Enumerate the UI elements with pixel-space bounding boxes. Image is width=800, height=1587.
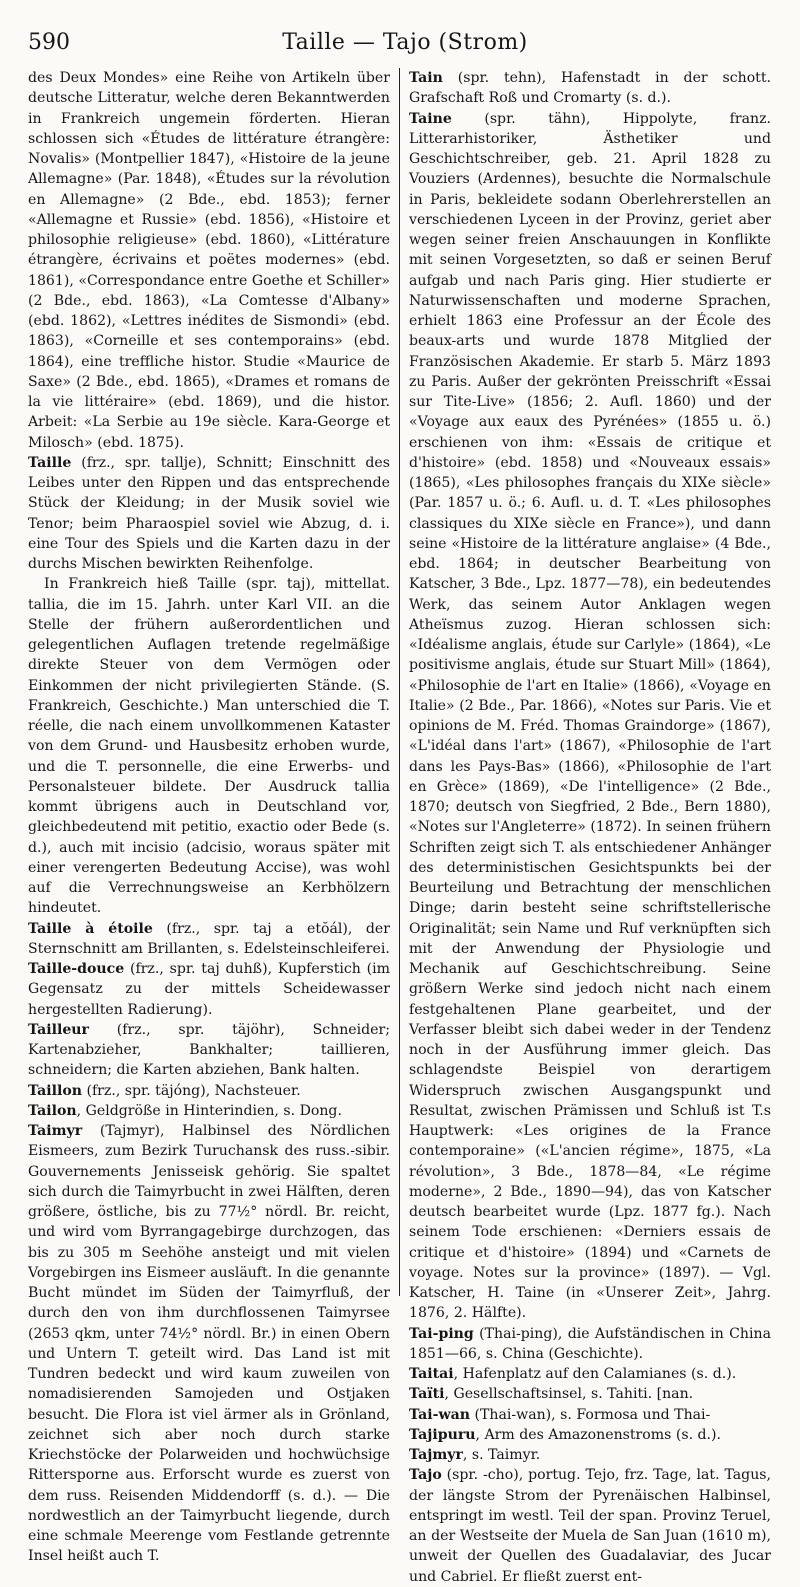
entry-headword: Tailon xyxy=(28,1102,77,1119)
dictionary-entry xyxy=(28,1121,390,1567)
entry-headword: Tajo xyxy=(409,1467,442,1484)
left-column xyxy=(28,68,390,1565)
entry-headword: Taillon xyxy=(28,1082,82,1099)
dictionary-entry xyxy=(28,574,390,918)
entry-headword: Tain xyxy=(409,70,443,86)
entry-headword: Taille-douce xyxy=(28,961,125,977)
entry-text: (spr. tähn), Hippolyte, franz. Litterarhistoriker, Ästhetiker und Geschichtschreiber, geb. 21. April 1828 zu Vouziers (Ardennes), besuchte die Normalschule in Paris, bekleidete sodann Oberlehrerstellen an verschiedenen Lyceen in der Provinz, geriet aber wegen seiner freien Anschauungen in Konflikte mit seinen Vorgesetzten, so daß er seinen Beruf aufgab und nach Paris ging. Hier studierte er Naturwissenschaften und moderne Sprachen, erhielt 1863 eine Professur an der École des beaux-arts und wurde 1878 Mitglied der Französischen Akademie. Er starb 5. März 1893 zu Paris. Außer der gekrönten Preisschrift «Essai sur Tite-Live» (1856; 2. Aufl. 1860) und der «Voyage aux eaux des Pyrénées» (1855 u. ö.) erschienen von ihm: «Essais de critique et d'histoire» (ebd. 1858) und «Nouveaux essais» (1865), «Les philosophes français du XIXe siècle» (Par. 1857 u. ö.; 6. Aufl. u. d. T. «Les philosophes classiques du XIXe siècle en France»), und dann seine «Histoire de la littérature anglaise» (4 Bde., ebd. 1864; in deutscher Bearbeitung von Katscher, 3 Bde., Lpz. 1877—78), ein bedeutendes Werk, das seinem Autor Anklagen wegen Atheïsmus zuzog. Hieran schlossen sich: «Idéalisme anglais, étude sur Carlyle» (1864), «Le positivisme anglais, étude sur Stuart Mill» (1864), «Philosophie de l'art en Italie» (1866), «Voyage en Italie» (2 Bde., Par. 1866), «Notes sur Paris. Vie et opinions de M. Fréd. Thomas Graindorge» (1867), «L'idéal dans l'art» (1867), «Philosophie de l'art dans les Pays-Bas» (1866), «Philosophie de l'art en Grèce» (1869), «De l'intelligence» (2 Bde., 1870; deutsch von Siegfried, 2 Bde., Bern 1880), «Notes sur l'Angleterre» (1872). In seinen frühern Schriften zeigt sich T. als entschiedener Anhänger des deterministischen Gesichtspunkts bei der Beurteilung und Betrachtung der menschlichen Dinge; darin besteht seine schriftstellerische Originalität; sein Name und Ruf verknüpften sich mit der Anwendung der Physiologie und Mechanik auf Geschichtschreibung. Seine größern Werke sind jedoch nicht nach einem festgehaltenen Plane gearbeitet, und der Verfasser bleibt sich dabei weder in der Tendenz noch in der Ausführung immer gleich. Das schlagendste Beispiel von derartigem Widerspruch zwischen Ausgangspunkt und Resultat, zwischen Prämissen und Schluß ist T.s Hauptwerk: «Les origines de la France contemporaine» («L'ancien régime», 1875, «La révolution», 3 Bde., 1878—84, «Le régime moderne», 2 Bde., 1890—94), das von Katscher deutsch bearbeitet wurde (Lpz. 1877 fg.). Nach seinem Tode erschienen: «Derniers essais de critique et d'histoire» (1894) und «Carnets de voyage. Notes sur la province» (1897). — Vgl. Katscher, H. Taine (in «Unserer Zeit», Jahrg. 1876, 2. Hälfte). xyxy=(409,110,771,1322)
dictionary-entry xyxy=(28,919,390,960)
entry-text: (Thai-ping), die Aufständischen in China 1851—66, s. China (Geschichte). xyxy=(409,1325,771,1362)
entry-headword: Tajmyr xyxy=(409,1447,463,1463)
dictionary-entry xyxy=(409,1324,771,1365)
dictionary-entry xyxy=(28,68,390,453)
dictionary-entry xyxy=(28,1081,390,1101)
running-title: Taille — Tajo (Strom) xyxy=(282,30,528,55)
entry-text: (spr. -cho), portug. Tejo, frz. Tage, lat. Tagus, der längste Strom der Pyrenäischen Halbinsel, entspringt im westl. Teil der span. Provinz Teruel, an der Westseite der Muela de San Juan (1610 m), unweit der Quellen des Guadalaviar, des Jucar und Cabriel. Er fließt zuerst ent- xyxy=(409,1467,771,1585)
entry-headword: Tailleur xyxy=(28,1021,89,1038)
entry-headword: Tai-wan xyxy=(409,1406,470,1423)
dictionary-entry xyxy=(28,1101,390,1121)
running-head xyxy=(28,28,772,58)
entry-text: (frz., spr. täjöhr), Schneider; Kartenabzieher, Bankhalter; taillieren, schneidern; die Karten abziehen, Bank halten. xyxy=(28,1021,390,1079)
right-column xyxy=(409,68,771,1585)
dictionary-entry xyxy=(28,453,390,575)
two-column-body xyxy=(28,68,772,1585)
entry-headword: Taitai xyxy=(409,1366,454,1382)
entry-headword: Tajipuru xyxy=(409,1426,476,1443)
entry-headword: Taimyr xyxy=(28,1123,83,1139)
entry-text: (frz., spr. taj duhß), Kupferstich (im Gegensatz zu der mittels Scheidewasser hergestellten Radierung). xyxy=(28,961,390,1018)
entry-text: , Hafenplatz auf den Calamianes (s. d.). xyxy=(453,1366,737,1382)
entry-text: , Geldgröße in Hinterindien, s. Dong. xyxy=(76,1102,342,1119)
dictionary-entry xyxy=(409,1405,771,1425)
page-number: 590 xyxy=(28,30,70,55)
dictionary-entry xyxy=(409,1364,771,1384)
dictionary-entry xyxy=(409,1384,771,1404)
entry-headword: Taïti xyxy=(409,1386,445,1403)
entry-text: (spr. tehn), Hafenstadt in der schott. Grafschaft Roß und Cromarty (s. d.). xyxy=(409,70,771,107)
dictionary-entry xyxy=(409,1465,771,1587)
entry-text: (frz., spr. tallje), Schnitt; Einschnitt des Leibes unter den Rippen und das entsprechende Stück der Kleidung; in der Musik soviel wie Tenor; beim Pharaospiel soviel wie Abzug, d. i. eine Tour des Spiels und die Karten dazu in der durchs Mischen bewirkten Reihenfolge. xyxy=(28,454,390,572)
entry-text: (frz., spr. taj a etŏál), der Sternschnitt am Brillanten, s. Edelsteinschleiferei. xyxy=(28,920,390,957)
entry-headword: Tai-ping xyxy=(409,1325,474,1342)
dictionary-entry xyxy=(409,1445,771,1465)
entry-text: , Gesellschaftsinsel, s. Tahiti. [nan. xyxy=(444,1386,694,1403)
entry-headword: Taille xyxy=(28,454,72,471)
column-rule xyxy=(399,68,400,1296)
dictionary-entry xyxy=(28,1020,390,1081)
entry-text: (Thai-wan), s. Formosa und Thai- xyxy=(470,1406,711,1423)
dictionary-entry xyxy=(409,1425,771,1445)
entry-headword: Taille à étoile xyxy=(28,920,153,937)
entry-headword: Taine xyxy=(409,110,452,127)
entry-text: In Frankreich hieß Taille (spr. taj), mittellat. tallia, die im 15. Jahrh. unter Karl VII. an die Stelle der frühern außerordentlichen und gelegentlichen Auflagen tretende regelmäßige direkte Steuer von dem Vermögen oder Einkommen der nicht privilegierten Stände. (S. Frankreich, Geschichte.) Man unterschied die T. réelle, die nach einem unvollkommenen Kataster von dem Grund- und Hausbesitz erhoben wurde, und die T. personnelle, die eine Erwerbs- und Personalsteuer bildete. Der Ausdruck tallia kommt übrigens auch in Deutschland vor, gleichbedeutend mit petitio, exactio oder Bede (s. d.), auch mit incisio (adcisio, woraus später mit einer verengerten Bedeutung Accise), was wohl auf die Verrechnungsweise an Kerbhölzern hindeutet. xyxy=(28,576,390,917)
entry-text: des Deux Mondes» eine Reihe von Artikeln über deutsche Litteratur, welche deren Bekanntwerden in Frankreich ungemein förderten. Hieran schlossen sich «Études de littérature étrangère: Novalis» (Montpellier 1847), «Histoire de la jeune Allemagne» (Par. 1848), «Études sur la révolution en Allemagne» (2 Bde., ebd. 1853); ferner «Allemagne et Russie» (ebd. 1856), «Histoire et philosophie religieuse» (ebd. 1860), «Littérature étrangère, écrivains et poëtes modernes» (ebd. 1861), «Correspondance entre Goethe et Schiller» (2 Bde., ebd. 1863), «La Comtesse d'Albany» (ebd. 1862), «Lettres inédites de Sismondi» (ebd. 1863), «Corneille et ses contemporains» (ebd. 1864), eine treffliche histor. Studie «Maurice de Saxe» (2 Bde., ebd. 1865), «Drames et romans de la vie littéraire» (ebd. 1869), und die histor. Arbeit: «La Serbie au 19e siècle. Kara-George et Milosch» (ebd. 1875). xyxy=(28,70,390,451)
entry-text: (Tajmyr), Halbinsel des Nördlichen Eismeers, zum Bezirk Turuchansk des russ.-sibir. Gouvernements Jenisseisk gehörig. Sie spaltet sich durch die Taimyrbucht in zwei Hälften, deren größere, östliche, bis zu 77½° nördl. Br. reicht, und wird vom Byrrangagebirge durchzogen, das bis zu 305 m Seehöhe ansteigt und mit vielen Vorgebirgen ins Eismeer ausläuft. In die genannte Bucht mündet im Süden der Taimyrfluß, der durch den von ihm durchflossenen Taimyrsee (2653 qkm, unter 74½° nördl. Br.) in einen Obern und Untern T. geteilt wird. Das Land ist mit Tundren bedeckt und wird kaum zuweilen von nomadisierenden Samojeden und Ostjaken besucht. Die Flora ist viel ärmer als in Grönland, zeichnet sich aber noch durch starke Kriechstöcke der Polarweiden und hochwüchsige Rittersporne aus. Erforscht wurde es zuerst von dem russ. Reisenden Middendorff (s. d.). — Die nordwestlich an der Taimyrbucht liegende, durch eine schmale Meerenge vom Festlande getrennte Insel heißt auch T. xyxy=(28,1123,390,1565)
entry-text: (frz., spr. täjóng), Nachsteuer. xyxy=(81,1082,301,1099)
entry-text: , Arm des Amazonenstroms (s. d.). xyxy=(475,1426,722,1443)
dictionary-entry xyxy=(409,68,771,109)
dictionary-entry xyxy=(28,959,390,1020)
dictionary-entry xyxy=(409,109,771,1324)
entry-text: , s. Taimyr. xyxy=(462,1447,541,1463)
